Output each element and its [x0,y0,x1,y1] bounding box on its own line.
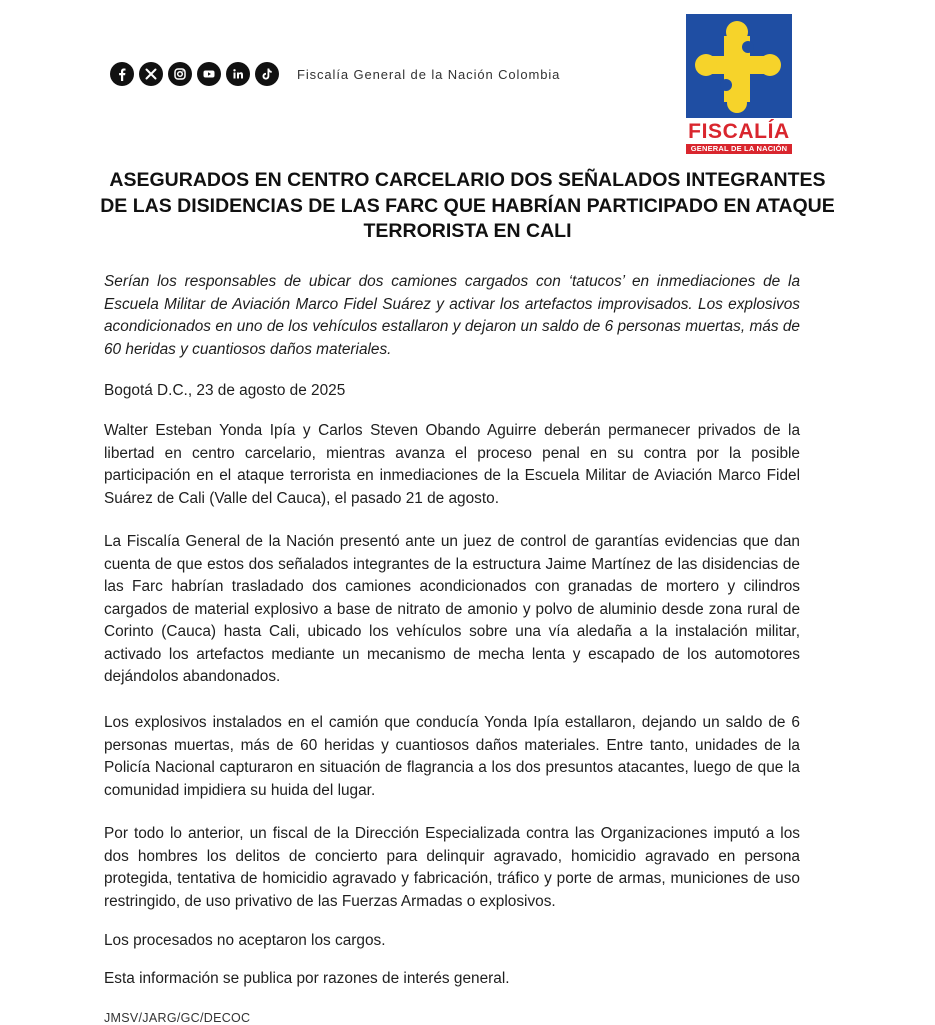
instagram-icon[interactable] [168,62,192,86]
dateline: Bogotá D.C., 23 de agosto de 2025 [104,382,346,399]
tiktok-icon[interactable] [255,62,279,86]
linkedin-icon[interactable] [226,62,250,86]
header [110,61,560,87]
logo-wordmark: FISCALÍA [688,120,790,143]
logo-subtitle: GENERAL DE LA NACIÓN [686,144,792,154]
body-paragraph: Los procesados no aceptaron los cargos. [104,932,386,949]
body-paragraph: La Fiscalía General de la Nación presentó ante un juez de control de garantías evidencias que dan cuenta de que estos dos señalados integrantes de la estructura Jaime Martínez de las disidencias de las Farc habrían trasladado dos camiones acondicionados con granadas de mortero y cilindros cargados de material explosivo a base de nitrato de amonio y polvo de aluminio desde zona rural de Corinto (Cauca) hasta Cali, ubicado los vehículos sobre una vía aledaña a la instalación militar, activado los artefactos mediante un mecanismo de mecha lenta y escapado de los automotores dejándolos abandonados. [104,533,800,685]
press-release-title: ASEGURADOS EN CENTRO CARCELARIO DOS SEÑALADOS INTEGRANTES DE LAS DISIDENCIAS DE LAS FARC QUE HABRÍAN PARTICIPADO EN ATAQUE TERRORISTA EN CALI [100,169,835,242]
lead-summary: Serían los responsables de ubicar dos camiones cargados con ‘tatucos’ en inmediaciones de la Escuela Militar de Aviación Marco Fidel Suárez y activar los artefactos improvisados. Los explosivos acondicionados en uno de los vehículos estallaron y dejaron un saldo de 6 personas muertas, más de 60 heridas y cuantiosos daños materiales. [104,273,800,358]
body-paragraph: Los explosivos instalados en el camión que conducía Yonda Ipía estallaron, dejando un saldo de 6 personas muertas, más de 60 heridas y cuantiosos daños materiales. Entre tanto, unidades de la Policía Nacional capturaron en situación de flagrancia a los dos presuntos atacantes, luego de que la comunidad impidiera su huida del lugar. [104,714,800,799]
fiscalia-logo [686,14,795,154]
body-paragraph: Esta información se publica por razones de interés general. [104,970,510,987]
body-paragraph: Por todo lo anterior, un fiscal de la Dirección Especializada contra las Organizaciones imputó a los dos hombres los delitos de concierto para delinquir agravado, homicidio agravado en persona protegida, tentativa de homicidio agravado y fabricación, tráfico y porte de armas, municiones de uso restringido, de uso privativo de las Fuerzas Armadas o explosivos. [104,825,800,910]
author-initials: JMSV/JARG/GC/DECOC [104,1011,251,1025]
organization-name: Fiscalía General de la Nación Colombia [297,66,561,82]
facebook-icon[interactable] [110,62,134,86]
social-links [110,62,279,86]
body-paragraph: Walter Esteban Yonda Ipía y Carlos Steven Obando Aguirre deberán permanecer privados de la libertad en centro carcelario, mientras avanza el proceso penal en su contra por la posible participación en el ataque terrorista en inmediaciones de la Escuela Militar de Aviación Marco Fidel Suárez de Cali (Valle del Cauca), el pasado 21 de agosto. [104,422,800,507]
x-icon[interactable] [139,62,163,86]
youtube-icon[interactable] [197,62,221,86]
puzzle-piece-icon [686,14,792,118]
